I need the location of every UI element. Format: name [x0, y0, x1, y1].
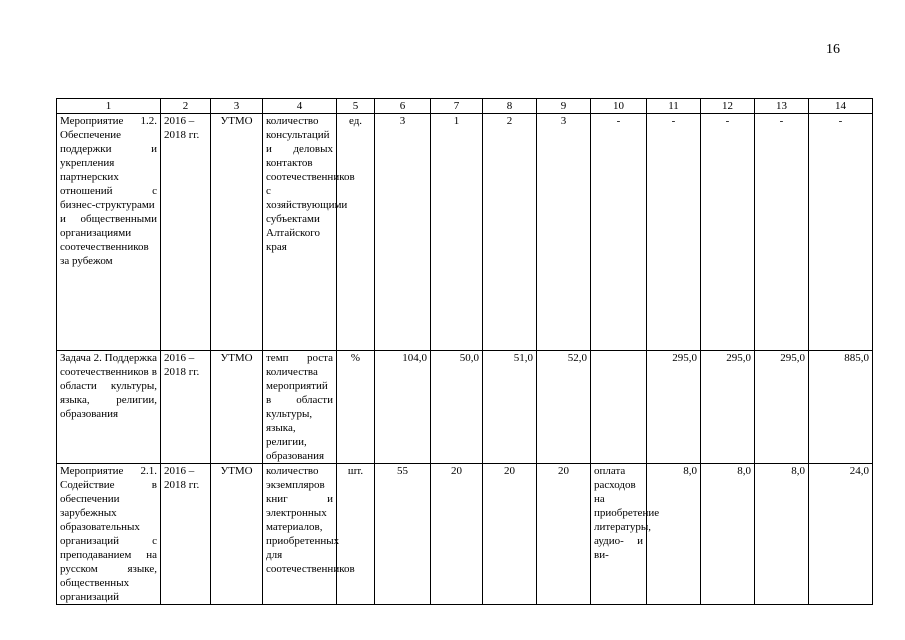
header-cell: 4	[263, 99, 337, 114]
header-row	[57, 99, 873, 114]
value-cell: -	[809, 114, 873, 351]
unit: %	[337, 351, 375, 464]
header-cell: 5	[337, 99, 375, 114]
header-cell: 12	[701, 99, 755, 114]
indicator: количество экземпляров книг и электронных материалов, приобретенных для соотечественников	[263, 464, 337, 605]
value-cell: 20	[431, 464, 483, 605]
value-cell: 1	[431, 114, 483, 351]
value-cell: 3	[375, 114, 431, 351]
page-number: 16	[826, 42, 840, 57]
header-cell: 2	[161, 99, 211, 114]
header-cell: 13	[755, 99, 809, 114]
value-cell: 2	[483, 114, 537, 351]
value-cell: 50,0	[431, 351, 483, 464]
table-row	[57, 114, 873, 351]
value-cell: 20	[483, 464, 537, 605]
value-cell: 8,0	[647, 464, 701, 605]
value-cell: 8,0	[701, 464, 755, 605]
period: 2016 – 2018 гг.	[161, 464, 211, 605]
value-cell: 52,0	[537, 351, 591, 464]
table-row	[57, 351, 873, 464]
value-cell: 20	[537, 464, 591, 605]
header-cell: 10	[591, 99, 647, 114]
value-cell: -	[755, 114, 809, 351]
header-cell: 6	[375, 99, 431, 114]
value-cell: 295,0	[755, 351, 809, 464]
header-cell: 14	[809, 99, 873, 114]
executor: УТМО	[211, 351, 263, 464]
activity-name: Мероприятие 2.1. Содействие в обеспечении зарубежных образовательных организаций с преподаванием на русском языке, общественных организаций	[57, 464, 161, 605]
value-cell: 51,0	[483, 351, 537, 464]
value-cell: 24,0	[809, 464, 873, 605]
activity-name: Мероприятие 1.2. Обеспечение поддержки и укрепления партнерских отношений с бизнес-структурами и общественными организациями соотечественников за рубежом	[57, 114, 161, 351]
value-cell: -	[701, 114, 755, 351]
period: 2016 – 2018 гг.	[161, 114, 211, 351]
executor: УТМО	[211, 464, 263, 605]
header-cell: 3	[211, 99, 263, 114]
value-cell: 55	[375, 464, 431, 605]
value-cell: 104,0	[375, 351, 431, 464]
header-cell: 8	[483, 99, 537, 114]
value-cell: 885,0	[809, 351, 873, 464]
unit: шт.	[337, 464, 375, 605]
program-table	[56, 98, 873, 605]
value-cell	[591, 351, 647, 464]
header-cell: 1	[57, 99, 161, 114]
value-cell: 8,0	[755, 464, 809, 605]
value-cell: 3	[537, 114, 591, 351]
indicator: темп роста количества мероприятий в области культуры, языка, религии, образования	[263, 351, 337, 464]
value-cell: -	[647, 114, 701, 351]
indicator: количество консультаций и деловых контактов соотечественников с хозяйствующими субъектами Алтайского края	[263, 114, 337, 351]
header-cell: 9	[537, 99, 591, 114]
unit: ед.	[337, 114, 375, 351]
table-row	[57, 464, 873, 605]
header-cell: 11	[647, 99, 701, 114]
value-cell: 295,0	[647, 351, 701, 464]
value-cell: оплата расходов на приобретение литературы, аудио- и ви-	[591, 464, 647, 605]
executor: УТМО	[211, 114, 263, 351]
period: 2016 – 2018 гг.	[161, 351, 211, 464]
value-cell: 295,0	[701, 351, 755, 464]
activity-name: Задача 2. Поддержка соотечественников в области культуры, языка, религии, образования	[57, 351, 161, 464]
header-cell: 7	[431, 99, 483, 114]
value-cell: -	[591, 114, 647, 351]
